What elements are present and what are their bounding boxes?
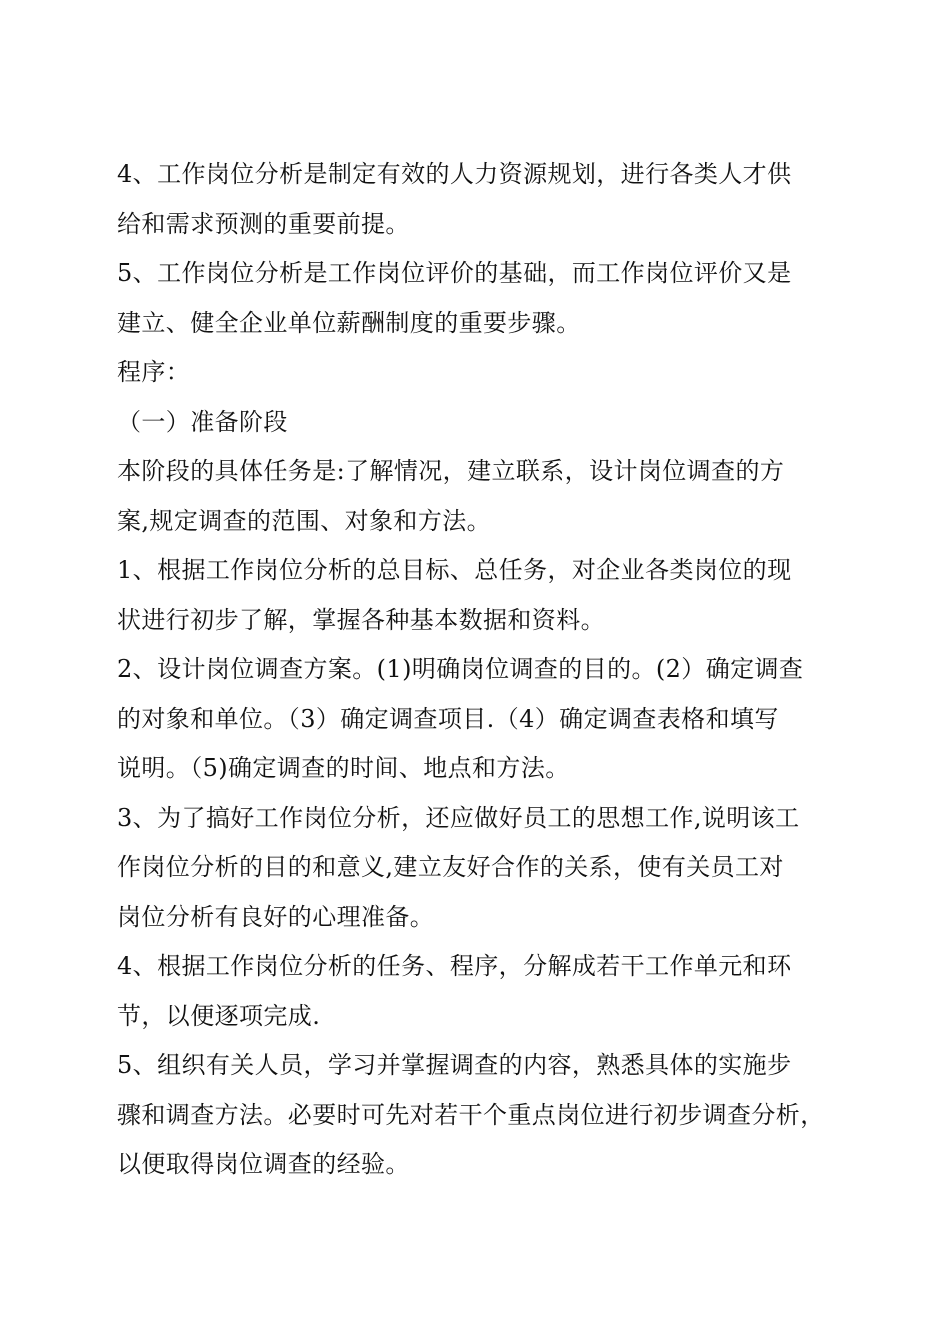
text-line: 节，以便逐项完成.: [117, 1001, 321, 1030]
text-line: 给和需求预测的重要前提。: [117, 209, 410, 238]
text-line: 以便取得岗位调查的经验。: [117, 1150, 410, 1178]
text-line: 状进行初步了解，掌握各种基本数据和资料。: [117, 605, 605, 634]
text-line: 2、设计岗位调查方案。(1)明确岗位调查的目的。(2）确定调查: [117, 655, 804, 683]
text-line: 岗位分析有良好的心理准备。: [117, 902, 435, 931]
text-line: 作岗位分析的目的和意义,建立友好合作的关系，使有关员工对: [117, 853, 784, 881]
paragraph-step-2: [117, 645, 833, 794]
text-line: 的对象和单位。（3）确定调查项目.（4）确定调查表格和填写: [117, 704, 779, 733]
paragraph-importance-4: [117, 150, 833, 249]
paragraph-step-5: [117, 1041, 833, 1190]
text-line: 4、根据工作岗位分析的任务、程序，分解成若干工作单元和环: [117, 952, 792, 980]
section-heading-procedure: [117, 348, 833, 398]
text-line: 5、组织有关人员，学习并掌握调查的内容，熟悉具体的实施步: [117, 1051, 792, 1079]
text-line: 本阶段的具体任务是:了解情况，建立联系，设计岗位调查的方: [117, 457, 785, 485]
paragraph-step-3: [117, 794, 833, 943]
text-line: 1、根据工作岗位分析的总目标、总任务，对企业各类岗位的现: [117, 556, 792, 584]
paragraph-step-1: [117, 546, 833, 645]
paragraph-step-4: [117, 942, 833, 1041]
paragraph-importance-5: [117, 249, 833, 348]
text-line: 程序：: [117, 358, 191, 386]
text-line: 建立、健全企业单位薪酬制度的重要步骤。: [117, 308, 581, 337]
text-line: 案,规定调查的范围、对象和方法。: [117, 506, 492, 535]
paragraph-stage-tasks: [117, 447, 833, 546]
subsection-heading-preparation: [117, 398, 833, 448]
text-line: 3、为了搞好工作岗位分析，还应做好员工的思想工作,说明该工: [117, 803, 800, 832]
text-line: 4、工作岗位分析是制定有效的人力资源规划，进行各类人才供: [117, 160, 792, 188]
text-line: 说明。（5)确定调查的时间、地点和方法。: [117, 754, 570, 782]
text-line: 骤和调查方法。必要时可先对若干个重点岗位进行初步调查分析，: [117, 1100, 825, 1129]
text-line: 5、工作岗位分析是工作岗位评价的基础，而工作岗位评价又是: [117, 259, 792, 287]
document-body: [117, 150, 833, 1190]
text-line: （一）准备阶段: [117, 407, 288, 436]
